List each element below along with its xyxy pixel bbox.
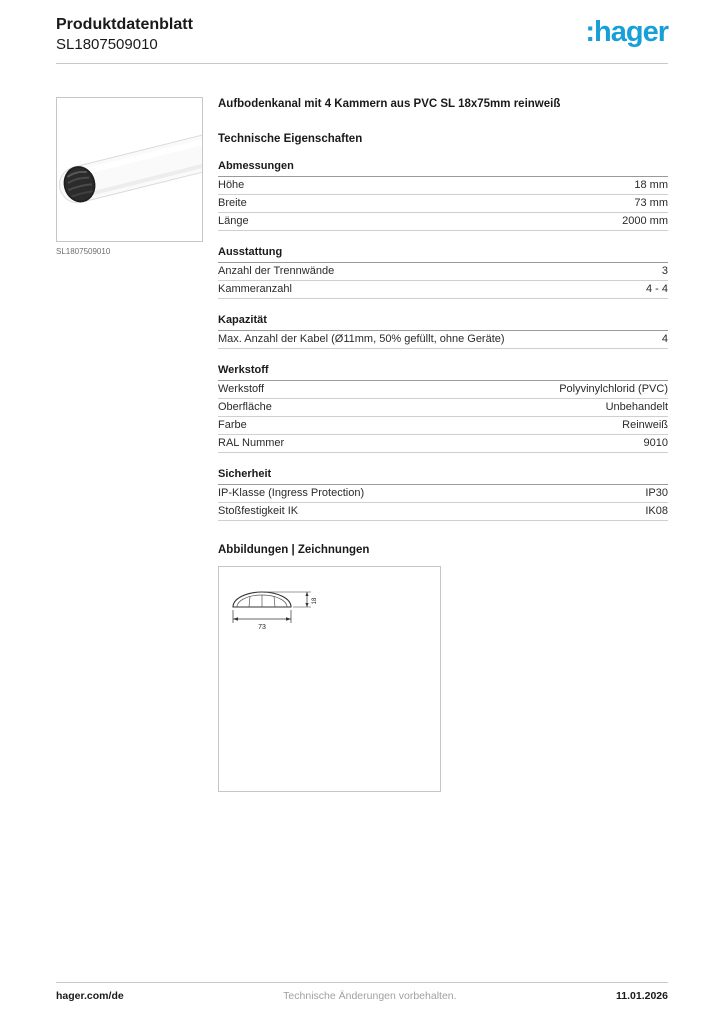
- row-value: 2000 mm: [622, 214, 668, 227]
- row-label: Anzahl der Trennwände: [218, 264, 335, 277]
- drawings-heading: Abbildungen | Zeichnungen: [218, 543, 370, 556]
- row-value: 3: [661, 264, 668, 277]
- row-value: 4 - 4: [645, 282, 668, 295]
- document-title: Produktdatenblatt: [56, 16, 193, 33]
- row-label: Werkstoff: [218, 382, 265, 395]
- section-kapazitaet: [218, 314, 668, 349]
- section-ausstattung: [218, 246, 668, 299]
- table-row: [218, 399, 668, 417]
- table-row: [218, 417, 668, 435]
- footer-divider: [56, 982, 668, 983]
- technical-drawing: [218, 566, 441, 792]
- table-row: [218, 263, 668, 281]
- section-title: Abmessungen: [218, 160, 668, 177]
- technical-properties-heading: Technische Eigenschaften: [218, 132, 363, 145]
- section-sicherheit: [218, 468, 668, 521]
- table-row: [218, 331, 668, 349]
- table-row: [218, 195, 668, 213]
- table-row: [218, 485, 668, 503]
- row-label: Oberfläche: [218, 400, 272, 413]
- section-title: Werkstoff: [218, 364, 668, 381]
- section-abmessungen: [218, 160, 668, 231]
- row-label: Stoßfestigkeit IK: [218, 504, 299, 517]
- row-label: Länge: [218, 214, 249, 227]
- header-titles: [56, 16, 193, 53]
- section-werkstoff: [218, 364, 668, 453]
- row-label: Höhe: [218, 178, 245, 191]
- row-label: Max. Anzahl der Kabel (Ø11mm, 50% gefüllt, ohne Geräte): [218, 332, 505, 345]
- row-value: 18 mm: [634, 178, 668, 191]
- table-row: [218, 435, 668, 453]
- product-image-caption: SL1807509010: [56, 247, 111, 256]
- hager-logo: :hager: [585, 16, 668, 48]
- row-value: IK08: [645, 504, 668, 517]
- table-row: [218, 177, 668, 195]
- table-row: [218, 503, 668, 521]
- footer-disclaimer: Technische Änderungen vorbehalten.: [283, 990, 457, 1002]
- row-value: 73 mm: [634, 196, 668, 209]
- spec-column: [218, 97, 668, 792]
- row-label: Farbe: [218, 418, 247, 431]
- row-value: Polyvinylchlorid (PVC): [559, 382, 668, 395]
- table-row: [218, 213, 668, 231]
- footer-row: [56, 990, 668, 1002]
- footer-date: 11.01.2026: [616, 990, 668, 1002]
- product-image: [56, 97, 203, 242]
- row-value: IP30: [645, 486, 668, 499]
- section-title: Ausstattung: [218, 246, 668, 263]
- row-label: Kammeranzahl: [218, 282, 292, 295]
- section-title: Kapazität: [218, 314, 668, 331]
- row-label: Breite: [218, 196, 247, 209]
- table-row: [218, 381, 668, 399]
- section-title: Sicherheit: [218, 468, 668, 485]
- row-value: Reinweiß: [622, 418, 668, 431]
- row-value: 4: [661, 332, 668, 345]
- row-label: RAL Nummer: [218, 436, 285, 449]
- width-dimension-label: 73: [258, 623, 266, 631]
- row-value: Unbehandelt: [605, 400, 668, 413]
- row-label: IP-Klasse (Ingress Protection): [218, 486, 365, 499]
- row-value: 9010: [643, 436, 668, 449]
- content: [0, 64, 724, 792]
- footer: [56, 982, 668, 1002]
- product-photo-illustration: [57, 98, 202, 241]
- header: [0, 0, 724, 53]
- product-title: Aufbodenkanal mit 4 Kammern aus PVC SL 18x75mm reinweiß: [218, 98, 561, 110]
- cross-section-drawing: [219, 567, 440, 791]
- product-image-column: [56, 97, 203, 792]
- product-reference: SL1807509010: [56, 36, 158, 53]
- table-row: [218, 281, 668, 299]
- footer-website-link[interactable]: hager.com/de: [56, 990, 124, 1002]
- height-dimension-label: 18: [312, 597, 318, 605]
